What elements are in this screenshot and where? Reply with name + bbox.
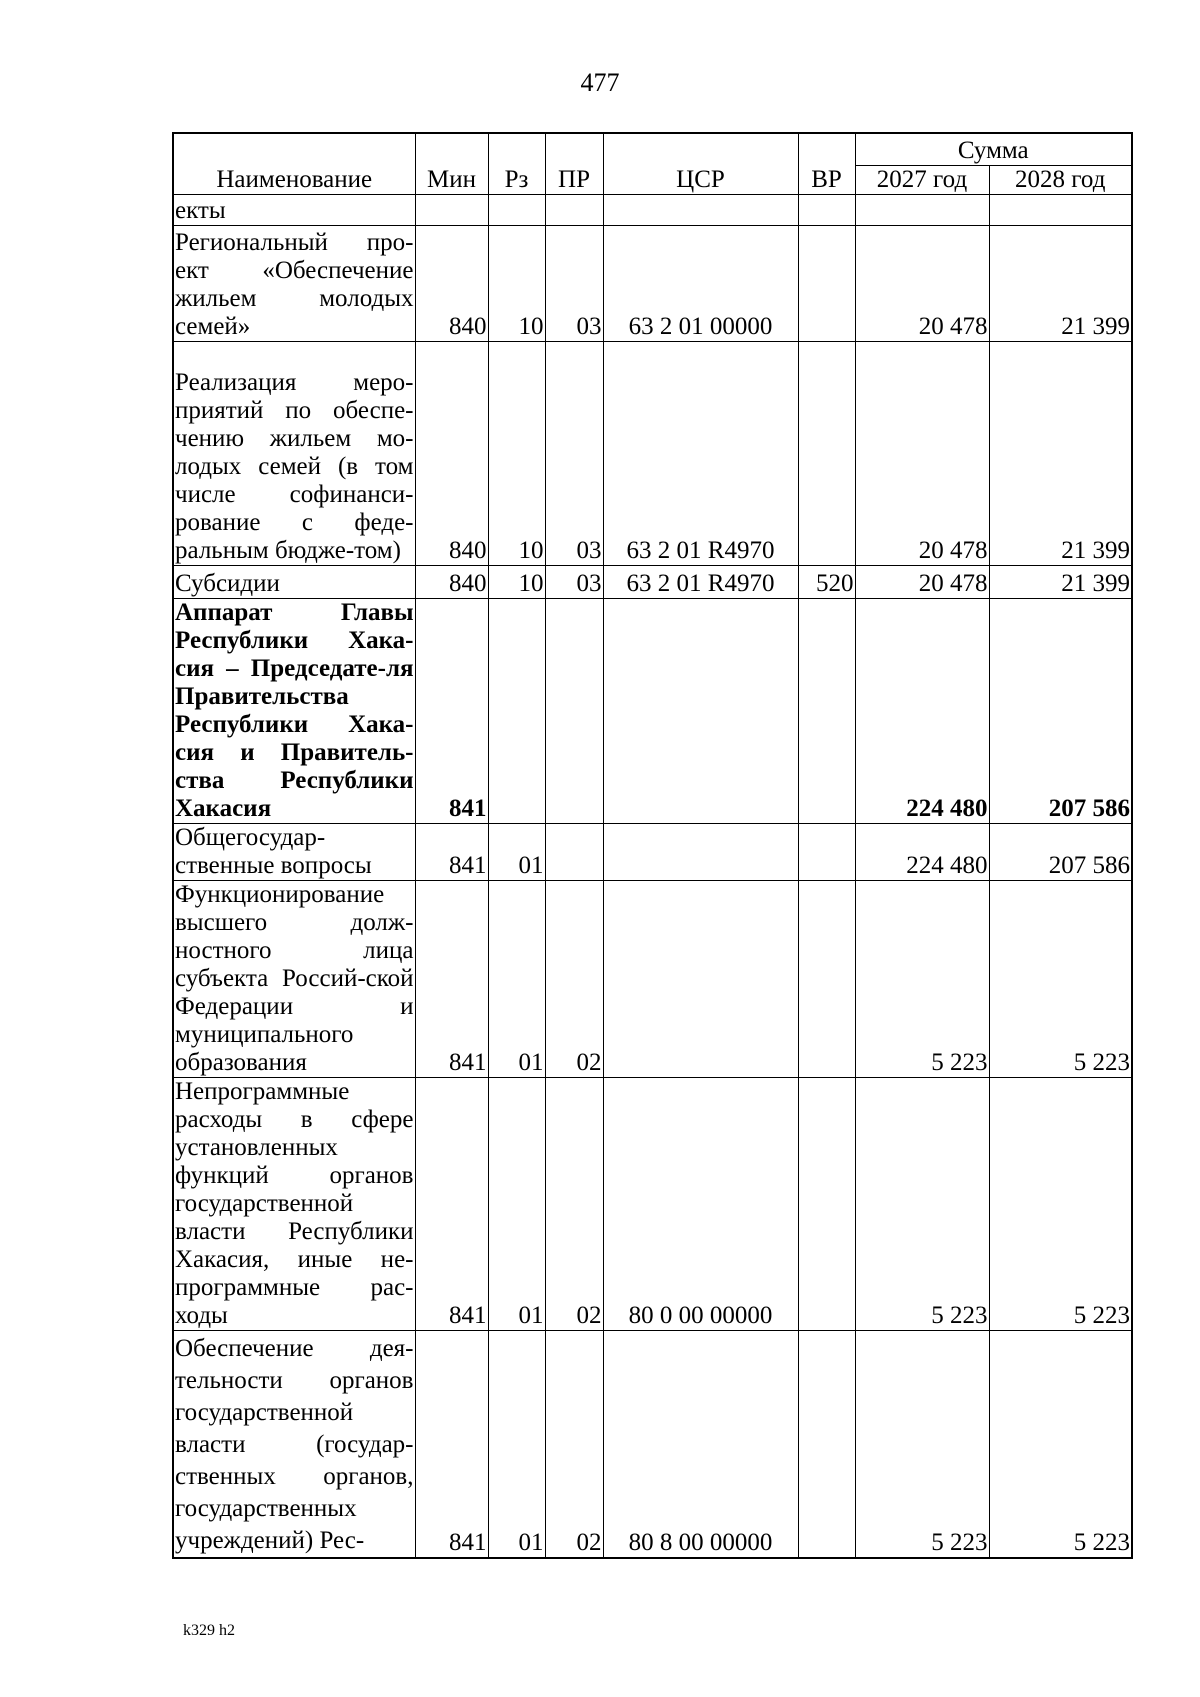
header-sum: Сумма — [855, 133, 1132, 165]
header-year-2027: 2027 год — [855, 165, 989, 194]
row-min: 841 — [415, 1077, 488, 1330]
footer-code: k329 h2 — [183, 1622, 235, 1639]
row-pr — [545, 823, 603, 880]
row-rz: 01 — [488, 823, 545, 880]
row-name: Реализация меро-приятий по обеспе-чению жильем мо-лодых семей (в том числе софинанси-рование с феде-ральным бюдже-том) — [173, 341, 415, 565]
row-vr — [798, 341, 855, 565]
row-name: Субсидии — [173, 565, 415, 598]
row-rz: 10 — [488, 565, 545, 598]
row-rz: 01 — [488, 1330, 545, 1558]
header-rz: Рз — [488, 133, 545, 194]
page-number: 477 — [580, 68, 620, 97]
table-row — [173, 880, 1132, 1077]
table-row — [173, 823, 1132, 880]
row-name: Функционирование высшего долж-ностного лица субъекта Россий-ской Федерации и муниципального образования — [175, 880, 414, 1076]
row-min: 840 — [415, 565, 488, 598]
table-row — [173, 1330, 1132, 1558]
row-sum-2028: 21 399 — [989, 225, 1132, 341]
row-vr — [798, 194, 855, 225]
row-csr — [603, 598, 798, 823]
row-name: Обеспечение дея-тельности органов государственной власти (государ-ственных органов, государственных учреждений) Рес- — [173, 1330, 415, 1558]
row-csr: 80 8 00 00000 — [603, 1330, 798, 1558]
row-name: Непрограммные расходы в сфере установленных функций органов государственной власти Республики Хакасия, иные не-программные рас-ходы — [175, 1077, 414, 1329]
row-sum-2028: 5 223 — [989, 880, 1132, 1077]
row-sum-2028 — [989, 194, 1132, 225]
row-sum-2027: 20 478 — [855, 225, 989, 341]
row-sum-2028: 207 586 — [989, 598, 1132, 823]
header-name: Наименование — [173, 133, 415, 194]
row-pr: 02 — [545, 1077, 603, 1330]
row-min: 841 — [415, 880, 488, 1077]
row-pr — [545, 194, 603, 225]
row-name: Аппарат Главы Республики Хака-сия – Председате-ля Правительства Республики Хака-сия и Правитель-ства Республики Хакасия — [175, 598, 414, 822]
row-sum-2027 — [855, 194, 989, 225]
row-sum-2028: 21 399 — [989, 341, 1132, 565]
row-min — [415, 194, 488, 225]
row-sum-2028: 21 399 — [989, 565, 1132, 598]
row-rz — [488, 194, 545, 225]
row-sum-2027: 20 478 — [855, 565, 989, 598]
budget-table — [172, 132, 1133, 1559]
header-min: Мин — [415, 133, 488, 194]
row-pr — [545, 598, 603, 823]
row-rz: 10 — [488, 225, 545, 341]
header-csr: ЦСР — [603, 133, 798, 194]
row-sum-2027: 5 223 — [855, 1330, 989, 1558]
header-vr: ВР — [798, 133, 855, 194]
header-year-2028: 2028 год — [989, 165, 1132, 194]
row-sum-2027: 20 478 — [855, 341, 989, 565]
row-min: 841 — [415, 1330, 488, 1558]
row-sum-2028: 5 223 — [989, 1077, 1132, 1330]
row-csr — [603, 194, 798, 225]
row-csr — [603, 880, 798, 1077]
row-pr: 02 — [545, 880, 603, 1077]
table-row — [173, 565, 1132, 598]
row-min: 840 — [415, 225, 488, 341]
row-sum-2027: 224 480 — [855, 823, 989, 880]
row-name: Общегосудар-ственные вопросы — [173, 823, 415, 880]
row-vr — [798, 823, 855, 880]
row-rz: 01 — [488, 880, 545, 1077]
row-pr: 02 — [545, 1330, 603, 1558]
table-row — [173, 598, 1132, 823]
row-vr — [798, 598, 855, 823]
row-pr: 03 — [545, 225, 603, 341]
row-rz: 10 — [488, 341, 545, 565]
row-sum-2027: 5 223 — [855, 880, 989, 1077]
row-sum-2027: 224 480 — [855, 598, 989, 823]
row-vr — [798, 225, 855, 341]
row-sum-2028: 207 586 — [989, 823, 1132, 880]
row-min: 840 — [415, 341, 488, 565]
row-csr: 63 2 01 R4970 — [603, 341, 798, 565]
row-vr — [798, 1077, 855, 1330]
row-csr: 63 2 01 R4970 — [603, 565, 798, 598]
row-name: Региональный про-ект «Обеспечение жильем молодых семей» — [173, 225, 415, 341]
header-pr: ПР — [545, 133, 603, 194]
row-pr: 03 — [545, 565, 603, 598]
row-vr — [798, 880, 855, 1077]
table-row — [173, 194, 1132, 225]
table-row — [173, 341, 1132, 565]
row-csr: 63 2 01 00000 — [603, 225, 798, 341]
row-min: 841 — [415, 598, 488, 823]
row-pr: 03 — [545, 341, 603, 565]
table-row — [173, 1077, 1132, 1330]
row-name: екты — [173, 194, 415, 225]
table-row — [173, 225, 1132, 341]
row-min: 841 — [415, 823, 488, 880]
row-rz: 01 — [488, 1077, 545, 1330]
row-vr: 520 — [798, 565, 855, 598]
row-csr: 80 0 00 00000 — [603, 1077, 798, 1330]
row-sum-2027: 5 223 — [855, 1077, 989, 1330]
row-vr — [798, 1330, 855, 1558]
row-csr — [603, 823, 798, 880]
row-rz — [488, 598, 545, 823]
row-sum-2028: 5 223 — [989, 1330, 1132, 1558]
